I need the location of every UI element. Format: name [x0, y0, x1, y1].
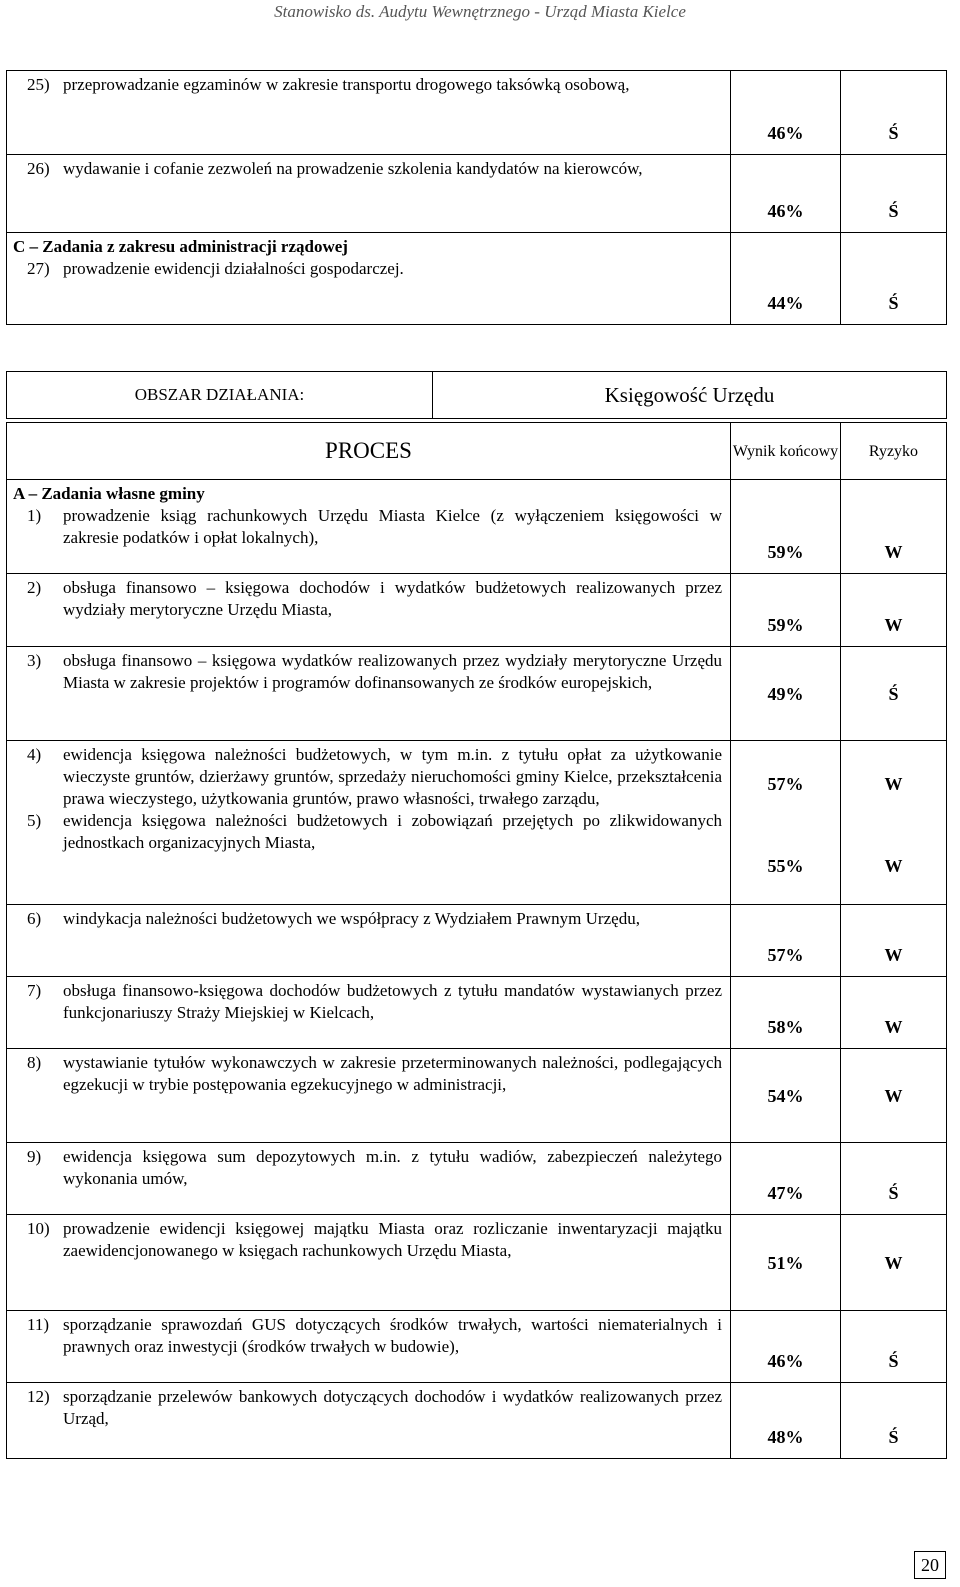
- row-risk: W: [841, 1049, 947, 1143]
- row-risk: Ś: [841, 647, 947, 741]
- row-risk: W: [841, 977, 947, 1049]
- area-value: Księgowość Urzędu: [433, 372, 947, 419]
- table-row: [7, 741, 947, 905]
- row-number: 3): [27, 651, 42, 670]
- table-row: [7, 1383, 947, 1459]
- area-label: OBSZAR DZIAŁANIA:: [7, 372, 433, 419]
- row-result: 44%: [731, 233, 841, 325]
- row-result: 47%: [731, 1143, 841, 1215]
- section-heading: A – Zadania własne gminy: [13, 484, 205, 503]
- row-text: sporządzanie sprawozdań GUS dotyczących środków trwałych, wartości niematerialnych i prawnych oraz inwestycji (środków trwałych w budowie),: [63, 1315, 722, 1356]
- table-row: [7, 1215, 947, 1311]
- row-risk: W: [841, 905, 947, 977]
- row-risk: Ś: [841, 1311, 947, 1383]
- row-number: 2): [27, 578, 42, 597]
- table-row: [7, 233, 947, 325]
- page-number: 20: [914, 1551, 946, 1579]
- row-text: obsługa finansowo-księgowa dochodów budżetowych z tytułu mandatów wystawianych przez funkcjonariuszy Straży Miejskiej w Kielcach,: [63, 981, 722, 1022]
- row-text: ewidencja księgowa należności budżetowych, w tym m.in. z tytułu opłat za użytkowanie wieczyste gruntów, dzierżawy gruntów, sprzedaży nieruchomości gminy Kielce, przekształcenia prawa wieczystego, użytkowania gruntów, prawo własności, trwałego zarządu,: [63, 745, 722, 808]
- row-number: 5): [27, 811, 42, 830]
- table-row: [7, 977, 947, 1049]
- table-row: [7, 155, 947, 233]
- table-row: [7, 71, 947, 155]
- row-number: 8): [27, 1053, 42, 1072]
- table-row: [7, 1143, 947, 1215]
- result-header: Wynik końcowy: [731, 423, 841, 480]
- table-header-row: [7, 423, 947, 480]
- row-risk: Ś: [841, 1383, 947, 1459]
- row-risk: W: [841, 574, 947, 647]
- row-number: 6): [27, 909, 42, 928]
- process-table: [6, 422, 947, 1459]
- row-result: 46%: [731, 1311, 841, 1383]
- row-text: ewidencja księgowa sum depozytowych m.in. z tytułu wadiów, zabezpieczeń należytego wykonania umów,: [63, 1147, 722, 1188]
- row-text: windykacja należności budżetowych we współpracy z Wydziałem Prawnym Urzędu,: [63, 909, 640, 928]
- area-table: [6, 371, 947, 419]
- row-risk: Ś: [841, 233, 947, 325]
- row-text: prowadzenie ksiąg rachunkowych Urzędu Miasta Kielce (z wyłączeniem księgowości w zakresie podatków i opłat lokalnych),: [63, 506, 722, 547]
- table-row: [7, 480, 947, 574]
- row-result: 54%: [731, 1049, 841, 1143]
- row-text: ewidencja księgowa należności budżetowych i zobowiązań przejętych po zlikwidowanych jednostkach organizacyjnych Miasta,: [63, 811, 722, 852]
- section-heading: C – Zadania z zakresu administracji rządowej: [13, 237, 348, 256]
- row-text: obsługa finansowo – księgowa wydatków realizowanych przez wydziały merytoryczne Urzędu Miasta w zakresie projektów i programów dofinansowanych ze środków europejskich,: [63, 651, 722, 692]
- row-result: 49%: [731, 647, 841, 741]
- row-result: 57%: [767, 774, 804, 794]
- row-number: 12): [27, 1387, 50, 1406]
- row-risk: Ś: [841, 1143, 947, 1215]
- row-number: 11): [27, 1315, 50, 1334]
- row-risk: Ś: [841, 71, 947, 155]
- row-number: 10): [27, 1219, 50, 1238]
- row-text: przeprowadzanie egzaminów w zakresie transportu drogowego taksówką osobową,: [63, 75, 630, 94]
- table-row: [7, 574, 947, 647]
- row-result: 48%: [731, 1383, 841, 1459]
- row-risk: W: [884, 856, 903, 876]
- table-row: [7, 905, 947, 977]
- row-number: 26): [27, 159, 50, 178]
- row-number: 7): [27, 981, 42, 1000]
- row-number: 1): [27, 506, 42, 525]
- row-result: 46%: [731, 71, 841, 155]
- row-risk: Ś: [841, 155, 947, 233]
- row-result: 55%: [767, 856, 804, 876]
- row-number: 27): [27, 259, 50, 278]
- row-text: prowadzenie ewidencji księgowej majątku Miasta oraz rozliczanie inwentaryzacji majątku zaewidencjonowanego w księgach rachunkowych Urzędu Miasta,: [63, 1219, 722, 1260]
- row-number: 4): [27, 745, 42, 764]
- table-row: [7, 1311, 947, 1383]
- row-result: 51%: [731, 1215, 841, 1311]
- row-text: wydawanie i cofanie zezwoleń na prowadzenie szkolenia kandydatów na kierowców,: [63, 159, 643, 178]
- row-number: 9): [27, 1147, 42, 1166]
- table-row: [7, 647, 947, 741]
- process-header: PROCES: [7, 423, 731, 480]
- row-text: prowadzenie ewidencji działalności gospodarczej.: [63, 259, 404, 278]
- row-result: 59%: [731, 480, 841, 574]
- row-risk: W: [884, 774, 903, 794]
- row-result: 57%: [731, 905, 841, 977]
- row-text: wystawianie tytułów wykonawczych w zakresie przeterminowanych należności, podlegających egzekucji w trybie postępowania egzekucyjnego w administracji,: [63, 1053, 722, 1094]
- page-header: Stanowisko ds. Audytu Wewnętrznego - Urząd Miasta Kielce: [274, 2, 686, 21]
- row-risk: W: [841, 480, 947, 574]
- risk-header: Ryzyko: [841, 423, 947, 480]
- row-text: sporządzanie przelewów bankowych dotyczących dochodów i wydatków realizowanych przez Urząd,: [63, 1387, 722, 1428]
- row-result: 59%: [731, 574, 841, 647]
- top-risk-table: [6, 70, 947, 325]
- row-text: obsługa finansowo – księgowa dochodów i wydatków budżetowych realizowanych przez wydziały merytoryczne Urzędu Miasta,: [63, 578, 722, 619]
- table-row: [7, 1049, 947, 1143]
- row-number: 25): [27, 75, 50, 94]
- row-risk: W: [841, 1215, 947, 1311]
- row-result: 46%: [731, 155, 841, 233]
- row-result: 58%: [731, 977, 841, 1049]
